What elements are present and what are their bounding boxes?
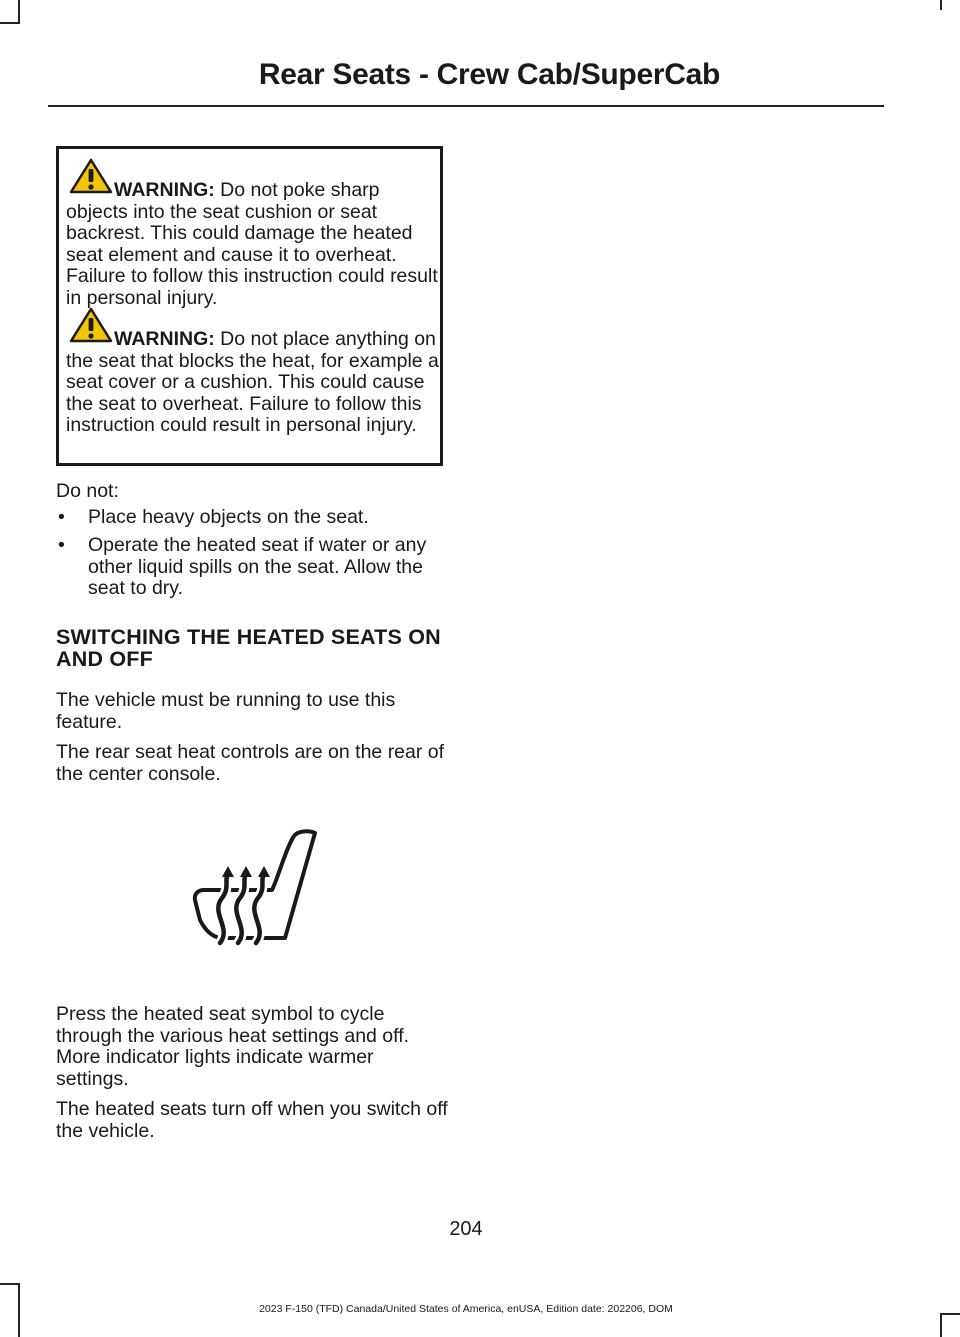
bullet-glyph: •: [58, 534, 65, 556]
bullet-glyph: •: [58, 506, 65, 528]
edition-footer: 2023 F-150 (TFD) Canada/United States of America, enUSA, Edition date: 202206, DOM: [259, 1303, 673, 1315]
crop-mark: [940, 0, 942, 10]
crop-mark: [940, 1313, 942, 1337]
crop-mark: [0, 22, 20, 24]
page-number: 204: [449, 1218, 483, 1240]
warning-triangle-icon: [69, 307, 113, 343]
heated-seat-icon: [190, 828, 325, 948]
crop-mark: [0, 1283, 20, 1285]
warning-box: [56, 146, 443, 466]
warning-2: [66, 329, 440, 437]
list-item-text: Place heavy objects on the seat.: [88, 506, 369, 528]
warning-1: [66, 180, 440, 309]
paragraph: Press the heated seat symbol to cycle through the various heat settings and off. More indicator lights indicate warmer settings.: [56, 1003, 410, 1090]
page-title: Rear Seats - Crew Cab/SuperCab: [258, 58, 720, 91]
do-not-intro: Do not:: [56, 480, 119, 502]
paragraph: The vehicle must be running to use this feature.: [56, 689, 396, 733]
header-divider: [48, 105, 884, 107]
warning-text: Do not place anything on the seat that blocks the heat, for example a seat cover or a cushion. This could cause the seat to overheat. Failure to follow this instruction could result in personal injury.: [66, 328, 439, 436]
section-heading: SWITCHING THE HEATED SEATS ON AND OFF: [56, 625, 441, 671]
paragraph: The rear seat heat controls are on the rear of the center console.: [56, 741, 445, 785]
list-item-text: Operate the heated seat if water or any other liquid spills on the seat. Allow the seat to dry.: [88, 534, 427, 599]
warning-text: Do not poke sharp objects into the seat cushion or seat backrest. This could damage the heated seat element and cause it to overheat. Failure to follow this instruction could result in personal injury.: [66, 179, 438, 309]
warning-label: WARNING:: [114, 328, 215, 350]
crop-mark: [18, 0, 20, 24]
warning-triangle-icon: [69, 158, 113, 194]
warning-label: WARNING:: [114, 179, 215, 201]
crop-mark: [940, 1313, 960, 1315]
crop-mark: [18, 1283, 20, 1337]
paragraph: The heated seats turn off when you switch off the vehicle.: [56, 1098, 448, 1142]
